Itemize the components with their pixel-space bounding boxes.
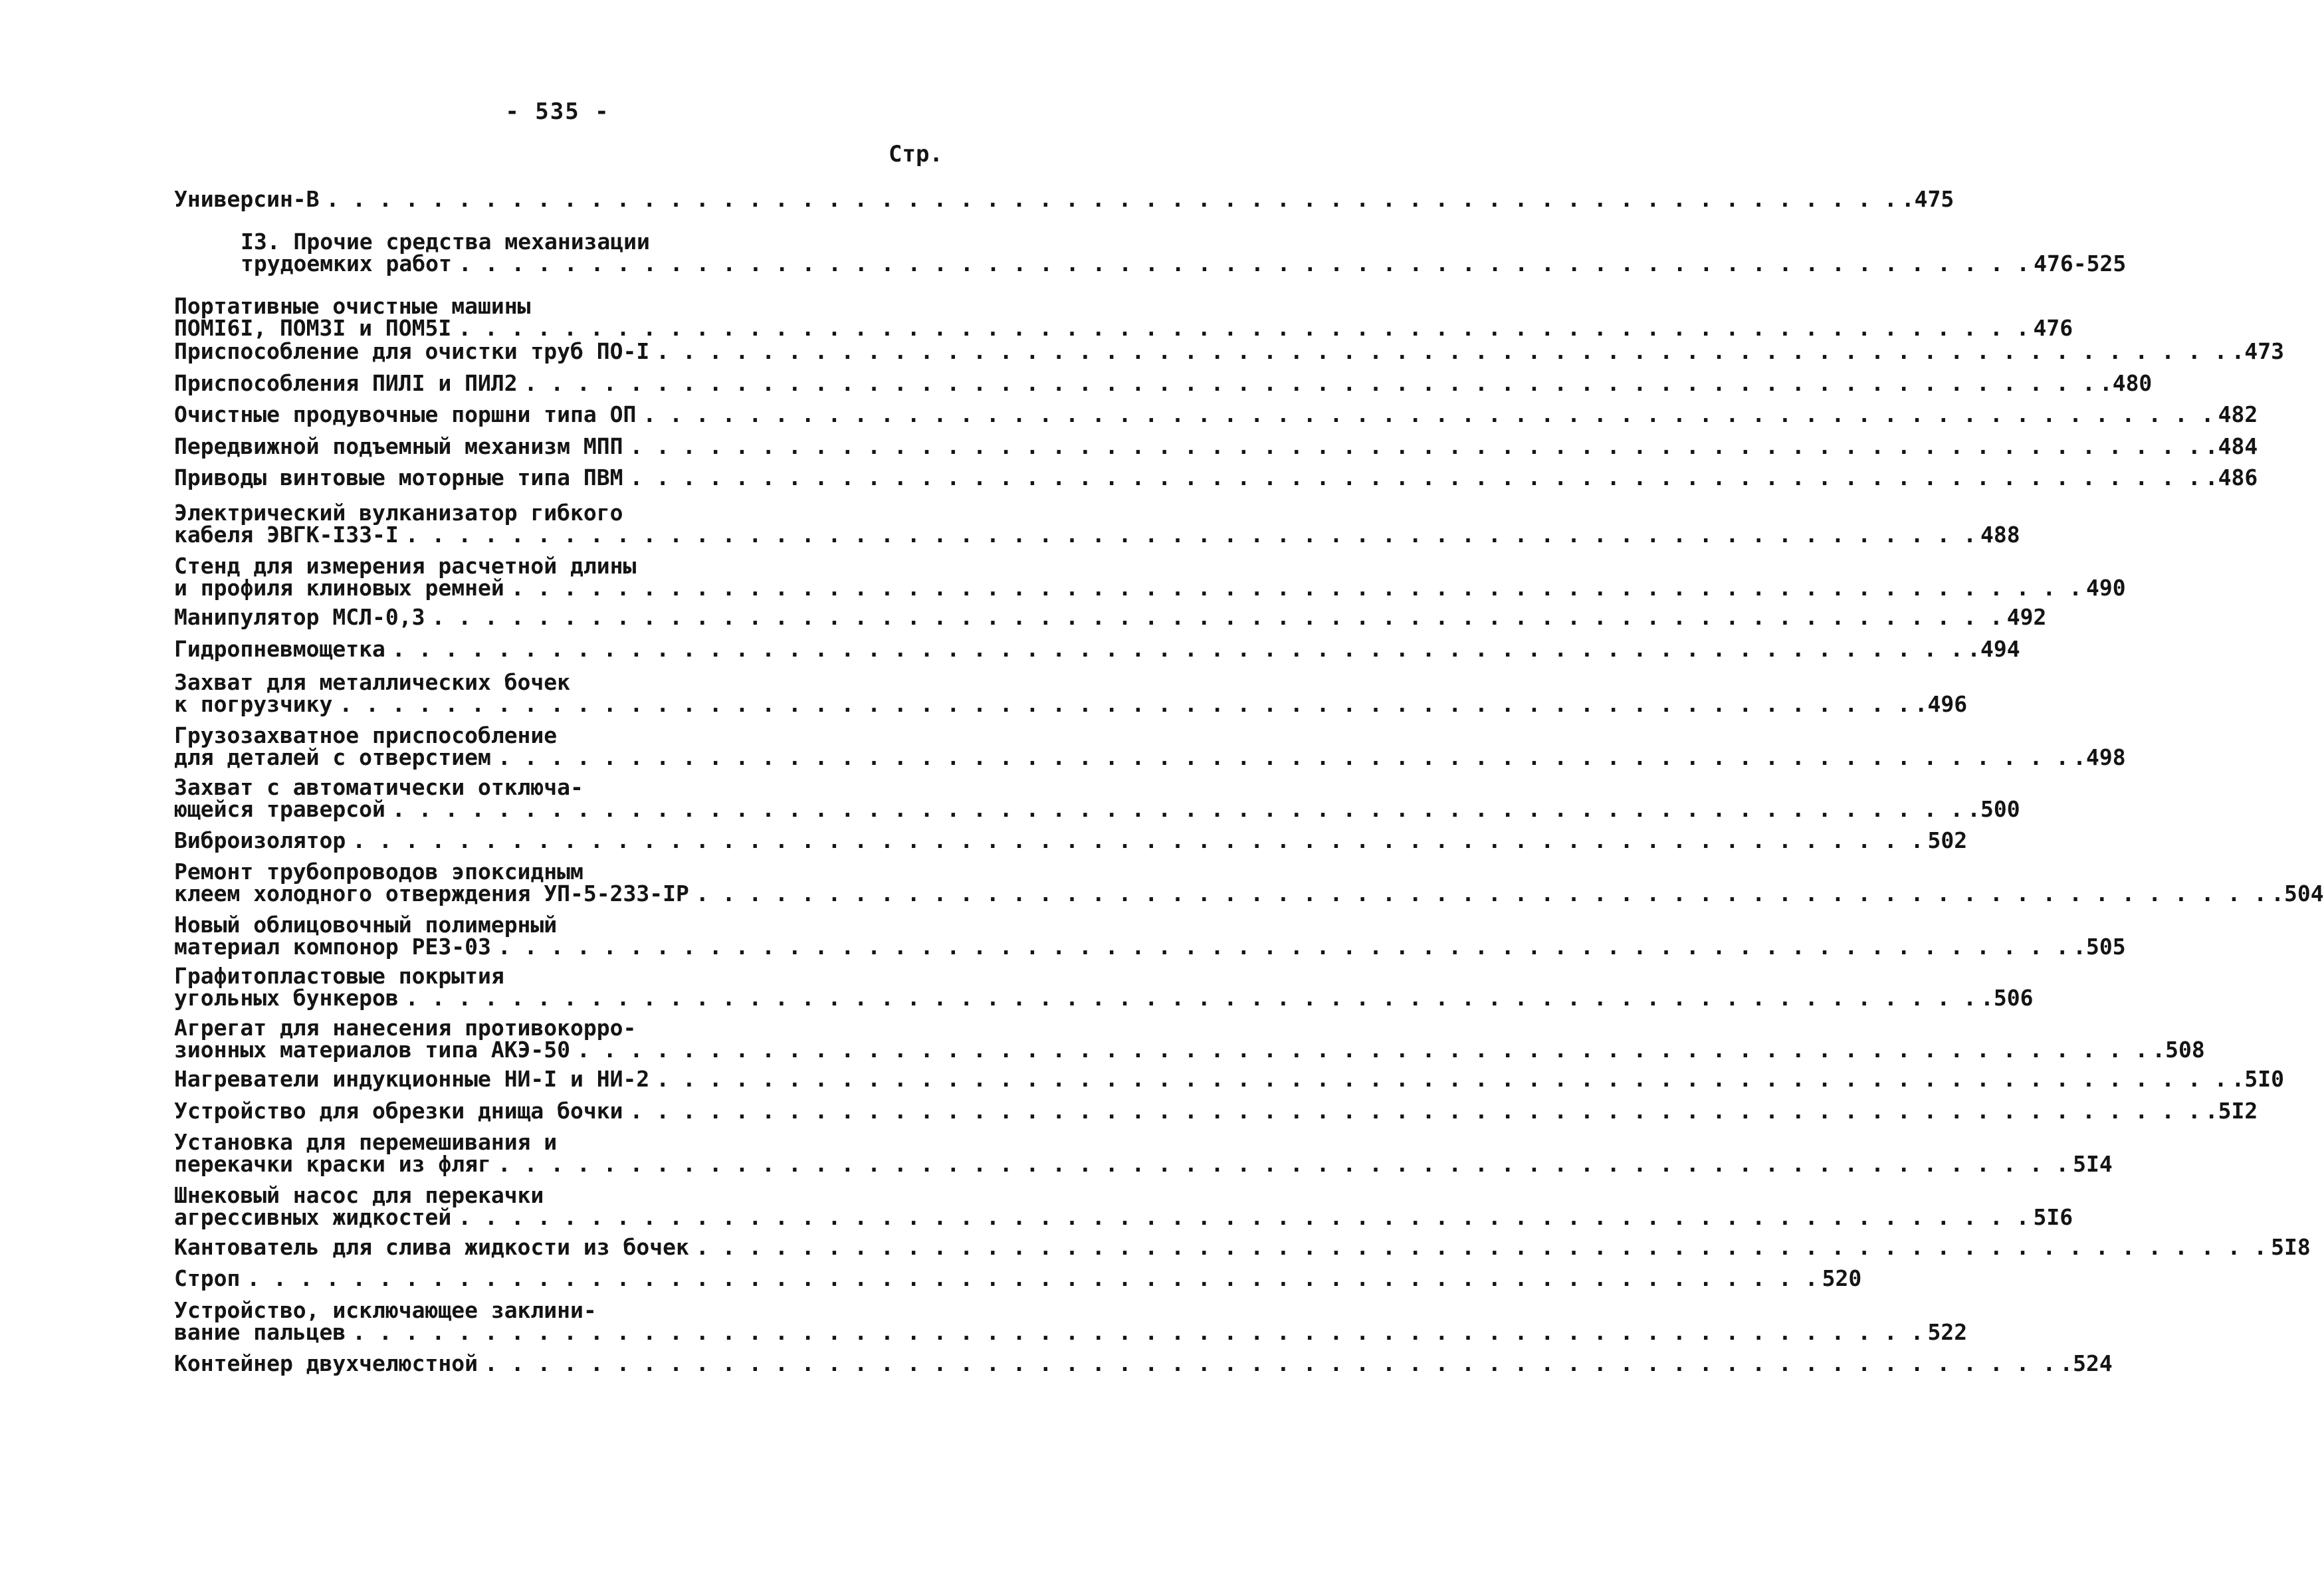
toc-entry: [174, 1129, 2113, 1177]
page-column-header: Стр.: [889, 141, 943, 167]
toc-entry: [174, 1182, 2073, 1230]
toc-entry-page: .473: [2231, 338, 2284, 364]
toc-entry-title-line: Захват для металлических бочек: [174, 669, 571, 695]
toc-entry-title-line: угольных бункеров: [174, 985, 399, 1011]
toc-entry-last-line: [174, 1151, 2113, 1177]
toc-entry-page: 502: [1927, 827, 1968, 853]
toc-entry-last-line: [174, 636, 2020, 662]
toc-entry-last-line: [174, 315, 2073, 341]
toc-entry: [174, 186, 1954, 212]
toc-entry-title-line: Кантователь для слива жидкости из бочек: [174, 1234, 689, 1260]
dot-leader: . . . . . . . . . . . . . . . . . . . . . . . . . . . . . . . . . . . . . . . . . . . . . . . . . . . . . . . . . . . .: [510, 575, 2082, 601]
dot-leader: . . . . . . . . . . . . . . . . . . . . . . . . . . . . . . . . . . . . . . . . . . . . . . . . . . . . . . . . . . . .: [629, 433, 2201, 459]
toc-entry-title-line: Устройство для обрезки днища бочки: [174, 1098, 623, 1124]
dot-leader: . . . . . . . . . . . . . . . . . . . . . . . . . . . . . . . . . . . . . . . . . . . . . . . . . . . . . . . . . . . .: [458, 251, 2030, 276]
toc-entry-last-line: [241, 251, 2127, 276]
toc-entry: [174, 963, 2034, 1011]
toc-entry-last-line: [174, 1319, 1968, 1345]
dot-leader: . . . . . . . . . . . . . . . . . . . . . . . . . . . . . . . . . . . . . . . . . . . . . . . . . . . . . . . . . . . .: [484, 1350, 2056, 1376]
dot-leader: . . . . . . . . . . . . . . . . . . . . . . . . . . . . . . . . . . . . . . . . . . . . . . . . . . . . . . . . . . . .: [629, 1098, 2201, 1124]
toc-entry-page: 476-525: [2034, 251, 2127, 276]
toc-entry-page: .524: [2060, 1350, 2113, 1376]
toc-entry-title-line: для деталей с отверстием: [174, 744, 491, 770]
toc-entry: [174, 774, 2020, 822]
toc-entry: [174, 1015, 2205, 1063]
toc-entry-last-line: [174, 465, 2258, 490]
toc-entry-title-line: агрессивных жидкостей: [174, 1204, 452, 1230]
toc-entry-title-line: Манипулятор МСЛ-0,3: [174, 604, 425, 630]
toc-entry-title-line: Нагреватели индукционные НИ-I и НИ-2: [174, 1066, 650, 1092]
toc-entry-title-line: Строп: [174, 1265, 241, 1291]
toc-entry: [174, 636, 2020, 662]
dot-leader: . . . . . . . . . . . . . . . . . . . . . . . . . . . . . . . . . . . . . . . . . . . . . . . . . . . . . . . . . . . .: [391, 636, 1964, 662]
toc-entry-page: 520: [1822, 1265, 1862, 1291]
dot-leader: . . . . . . . . . . . . . . . . . . . . . . . . . . . . . . . . . . . . . . . . . . . . . . . . . . . . . . . . . . . .: [458, 1204, 2030, 1230]
toc-entry-title-line: Виброизолятор: [174, 827, 346, 853]
toc-entry-title-line: Портативные очистные машины: [174, 293, 531, 319]
dot-leader: . . . . . . . . . . . . . . . . . . . . . . . . . . . . . . . . . . . . . . . . . . . . . . . . . . . . . . . . . . . .: [352, 827, 1924, 853]
toc-entry-title-line: к погрузчику: [174, 691, 333, 717]
toc-entry: [174, 722, 2126, 770]
toc-entry: [174, 293, 2073, 341]
toc-entry: [174, 338, 2284, 364]
toc-entry: [174, 370, 2153, 396]
toc-entry-title-line: перекачки краски из фляг: [174, 1151, 491, 1177]
toc-entry-page: .496: [1914, 691, 1968, 717]
page-number: - 535 -: [505, 98, 610, 125]
toc-entry: [174, 465, 2258, 490]
toc-entry: [174, 1066, 2284, 1092]
toc-entry-page: 476: [2033, 315, 2073, 341]
toc-entry-title-line: материал компонор РЕЗ-03: [174, 934, 491, 960]
toc-entry-last-line: [174, 881, 2324, 906]
toc-entry-title-line: Новый облицовочный полимерный: [174, 912, 558, 938]
toc-entry-title-line: Захват с автоматически отключа-: [174, 774, 583, 800]
toc-entry-page: 490: [2085, 575, 2126, 601]
dot-leader: . . . . . . . . . . . . . . . . . . . . . . . . . . . . . . . . . . . . . . . . . . . . . . . . . . . . . . . . . . . .: [656, 338, 2228, 364]
toc-entry-last-line: [174, 1098, 2258, 1124]
toc-entry-page: .486: [2204, 465, 2258, 490]
toc-entry-title-line: Приводы винтовые моторные типа ПВМ: [174, 465, 623, 490]
dot-leader: . . . . . . . . . . . . . . . . . . . . . . . . . . . . . . . . . . . . . . . . . . . . . . . . . . . . . . . . . . . .: [497, 934, 2069, 960]
dot-leader: . . . . . . . . . . . . . . . . . . . . . . . . . . . . . . . . . . . . . . . . . . . . . . . . . . . . . . . . . . . .: [247, 1265, 1818, 1291]
dot-leader: . . . . . . . . . . . . . . . . . . . . . . . . . . . . . . . . . . . . . . . . . . . . . . . . . . . . . . . . . . . .: [643, 401, 2214, 427]
toc-entry-last-line: [174, 604, 2047, 630]
toc-entry-title-line: Приспособления ПИЛI и ПИЛ2: [174, 370, 518, 396]
toc-entry-last-line: [174, 575, 2126, 601]
toc-entry-title-line: Передвижной подъемный механизм МПП: [174, 433, 623, 459]
toc-entry: [174, 912, 2126, 960]
dot-leader: . . . . . . . . . . . . . . . . . . . . . . . . . . . . . . . . . . . . . . . . . . . . . . . . . . . . . . . . . . . .: [524, 370, 2095, 396]
toc-entry-title-line: Стенд для измерения расчетной длины: [174, 553, 637, 579]
toc-entry-title-line: I3. Прочие средства механизации: [241, 229, 650, 255]
dot-leader: . . . . . . . . . . . . . . . . . . . . . . . . . . . . . . . . . . . . . . . . . . . . . . . . . . . . . . . . . . . .: [405, 522, 1977, 548]
toc-entry-title-line: клеем холодного отверждения УП-5-233-IP: [174, 881, 689, 906]
toc-entry: [174, 827, 1968, 853]
toc-entry-title-line: Графитопластовые покрытия: [174, 963, 504, 989]
toc-entry-last-line: [174, 744, 2126, 770]
toc-entry-title-line: ющейся траверсой: [174, 796, 385, 822]
dot-leader: . . . . . . . . . . . . . . . . . . . . . . . . . . . . . . . . . . . . . . . . . . . . . . . . . . . . . . . . . . . .: [391, 796, 1964, 822]
toc-entry-page: 5I8: [2271, 1234, 2311, 1260]
dot-leader: . . . . . . . . . . . . . . . . . . . . . . . . . . . . . . . . . . . . . . . . . . . . . . . . . . . . . . . . . . . .: [352, 1319, 1924, 1345]
dot-leader: . . . . . . . . . . . . . . . . . . . . . . . . . . . . . . . . . . . . . . . . . . . . . . . . . . . . . . . . . . . .: [326, 186, 1897, 212]
toc-entry-last-line: [174, 1265, 1862, 1291]
toc-entry-title-line: Установка для перемешивания и: [174, 1129, 558, 1155]
toc-entry-page: .508: [2152, 1037, 2205, 1063]
toc-entry-title-line: трудоемких работ: [241, 251, 452, 276]
dot-leader: . . . . . . . . . . . . . . . . . . . . . . . . . . . . . . . . . . . . . . . . . . . . . . . . . . . . . . . . . . . .: [695, 1234, 2268, 1260]
toc-entry-title-line: Шнековый насос для перекачки: [174, 1182, 544, 1208]
toc-entry-last-line: [174, 522, 2020, 548]
dot-leader: . . . . . . . . . . . . . . . . . . . . . . . . . . . . . . . . . . . . . . . . . . . . . . . . . . . . . . . . . . . .: [497, 1151, 2069, 1177]
toc-entry: [174, 1297, 1968, 1345]
toc-entry-page: 488: [1980, 522, 2020, 548]
toc-entry-last-line: [174, 1037, 2205, 1063]
dot-leader: . . . . . . . . . . . . . . . . . . . . . . . . . . . . . . . . . . . . . . . . . . . . . . . . . . . . . . . . . . . .: [497, 744, 2069, 770]
toc-entry-title-line: и профиля клиновых ремней: [174, 575, 504, 601]
toc-entry-last-line: [174, 796, 2020, 822]
toc-entry-last-line: [174, 691, 1968, 717]
toc-entry: [174, 553, 2126, 601]
toc-entry-last-line: [174, 985, 2034, 1011]
toc-entry-title-line: Универсин-В: [174, 186, 320, 212]
dot-leader: . . . . . . . . . . . . . . . . . . . . . . . . . . . . . . . . . . . . . . . . . . . . . . . . . . . . . . . . . . . .: [656, 1066, 2228, 1092]
toc-entry: [174, 1265, 1862, 1291]
toc-entry-page: 522: [1927, 1319, 1968, 1345]
dot-leader: . . . . . . . . . . . . . . . . . . . . . . . . . . . . . . . . . . . . . . . . . . . . . . . . . . . . . . . . . . . .: [458, 315, 2030, 341]
toc-entry-last-line: [174, 1066, 2284, 1092]
toc-entry-title-line: вание пальцев: [174, 1319, 346, 1345]
toc-entry-last-line: [174, 1204, 2073, 1230]
toc-entry-last-line: [174, 433, 2258, 459]
toc-entry-title-line: Контейнер двухчелюстной: [174, 1350, 478, 1376]
toc-entry-last-line: [174, 401, 2258, 427]
toc-entry-title-line: зионных материалов типа АКЭ-50: [174, 1037, 571, 1063]
toc-entry: [174, 669, 1968, 717]
toc-entry-title-line: Гидропневмощетка: [174, 636, 385, 662]
toc-entry-page: 5I6: [2033, 1204, 2073, 1230]
toc-entry-last-line: [174, 338, 2284, 364]
toc-entry-page: .500: [1967, 796, 2020, 822]
toc-entry: [174, 1350, 2113, 1376]
toc-entry-last-line: [174, 934, 2126, 960]
toc-entry-title-line: Агрегат для нанесения противокорро-: [174, 1015, 637, 1041]
toc-entry: [174, 433, 2258, 459]
toc-entry-page: .5I0: [2231, 1066, 2284, 1092]
toc-entry-title-line: кабеля ЭВГК-I33-I: [174, 522, 399, 548]
toc-entry-page: .494: [1967, 636, 2020, 662]
toc-entry: [174, 1234, 2311, 1260]
toc-entry-page: .475: [1901, 186, 1954, 212]
toc-entry-title-line: Устройство, исключающее заклини-: [174, 1297, 597, 1323]
toc-entry-last-line: [174, 827, 1968, 853]
toc-entry-page: .5I2: [2204, 1098, 2258, 1124]
toc-entry: [174, 401, 2258, 427]
toc-entry-page: .498: [2073, 744, 2126, 770]
dot-leader: . . . . . . . . . . . . . . . . . . . . . . . . . . . . . . . . . . . . . . . . . . . . . . . . . . . . . . . . . . . .: [629, 465, 2201, 490]
toc-entry-page: .480: [2099, 370, 2153, 396]
toc-entry-page: .484: [2204, 433, 2258, 459]
toc-entry: [174, 1098, 2258, 1124]
toc-entry-page: .505: [2073, 934, 2126, 960]
dot-leader: . . . . . . . . . . . . . . . . . . . . . . . . . . . . . . . . . . . . . . . . . . . . . . . . . . . . . . . . . . . .: [431, 604, 2003, 630]
toc-entry-page: 482: [2218, 401, 2258, 427]
toc-entry-title-line: Приспособление для очистки труб ПО-I: [174, 338, 650, 364]
toc-entry-page: .506: [1980, 985, 2034, 1011]
dot-leader: . . . . . . . . . . . . . . . . . . . . . . . . . . . . . . . . . . . . . . . . . . . . . . . . . . . . . . . . . . . .: [577, 1037, 2149, 1063]
toc-entry-last-line: [174, 1350, 2113, 1376]
toc-entry-page: 5I4: [2073, 1151, 2113, 1177]
toc-entry-title-line: Грузозахватное приспособление: [174, 722, 558, 748]
toc-entry: [174, 500, 2020, 548]
toc-entry-page: .504: [2271, 881, 2324, 906]
toc-entry-last-line: [174, 370, 2153, 396]
dot-leader: . . . . . . . . . . . . . . . . . . . . . . . . . . . . . . . . . . . . . . . . . . . . . . . . . . . . . . . . . . . .: [405, 985, 1977, 1011]
toc-entry-last-line: [174, 186, 1954, 212]
toc-entry-title-line: Ремонт трубопроводов эпоксидным: [174, 859, 583, 885]
toc-entry-title-line: ПОМI6I, ПОМ3I и ПОМ5I: [174, 315, 452, 341]
toc-entry-last-line: [174, 1234, 2311, 1260]
toc-entry-page: 492: [2006, 604, 2047, 630]
dot-leader: . . . . . . . . . . . . . . . . . . . . . . . . . . . . . . . . . . . . . . . . . . . . . . . . . . . . . . . . . . . .: [339, 691, 1911, 717]
toc-entry: [174, 859, 2324, 906]
dot-leader: . . . . . . . . . . . . . . . . . . . . . . . . . . . . . . . . . . . . . . . . . . . . . . . . . . . . . . . . . . . .: [695, 881, 2268, 906]
toc-entry: [174, 604, 2047, 630]
toc-entry-title-line: Электрический вулканизатор гибкого: [174, 500, 623, 526]
toc-entry-title-line: Очистные продувочные поршни типа ОП: [174, 401, 637, 427]
toc-section-heading: [174, 229, 2127, 276]
